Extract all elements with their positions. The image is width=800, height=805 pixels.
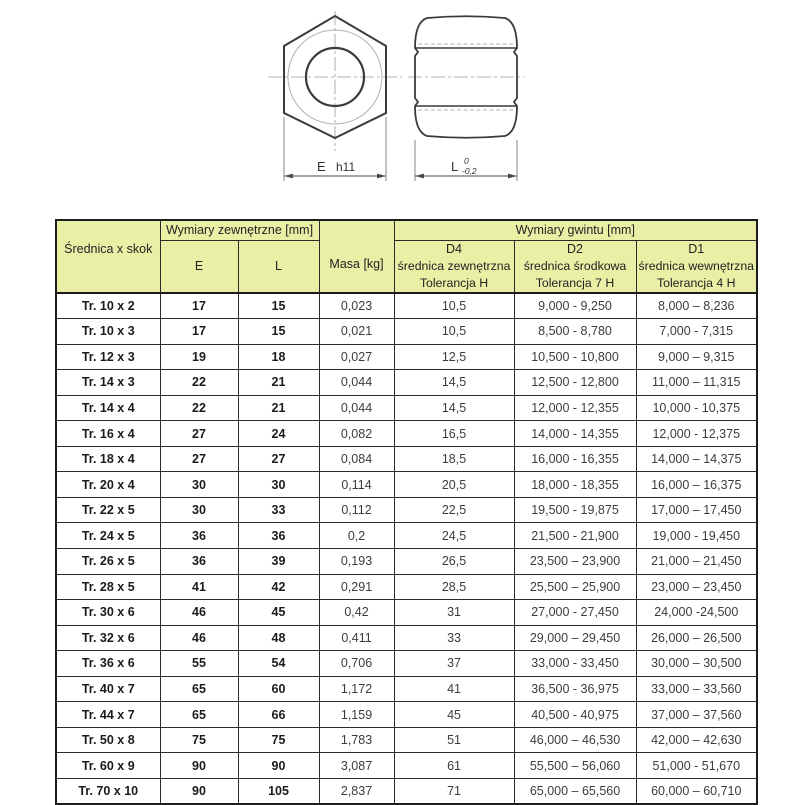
table-cell: Tr. 40 x 7: [56, 676, 160, 702]
table-cell: 40,500 - 40,975: [514, 702, 636, 728]
arrowhead-icon: [377, 174, 386, 179]
table-row: [56, 395, 757, 421]
table-cell: 33: [238, 497, 319, 523]
table-row: [56, 370, 757, 396]
dim-e-label: E: [317, 159, 326, 174]
table-cell: 12,000 - 12,355: [514, 395, 636, 421]
technical-drawing: [260, 5, 550, 205]
table-cell: 33: [394, 625, 514, 651]
table-cell: 45: [238, 600, 319, 626]
table-cell: 36,500 - 36,975: [514, 676, 636, 702]
table-cell: Tr. 22 x 5: [56, 497, 160, 523]
table-cell: 22: [160, 370, 238, 396]
table-cell: Tr. 10 x 3: [56, 319, 160, 345]
table-cell: Tr. 10 x 2: [56, 293, 160, 319]
table-row: [56, 446, 757, 472]
table-cell: 90: [160, 753, 238, 779]
table-row: [56, 651, 757, 677]
table-cell: 45: [394, 702, 514, 728]
table-cell: 0,082: [319, 421, 394, 447]
table-cell: 0,044: [319, 395, 394, 421]
table-cell: 1,172: [319, 676, 394, 702]
table-cell: 55,500 – 56,060: [514, 753, 636, 779]
table-cell: 21,500 - 21,900: [514, 523, 636, 549]
table-cell: 105: [238, 778, 319, 804]
header-group-thread-dims: Wymiary gwintu [mm]: [394, 220, 757, 240]
table-cell: 30: [160, 472, 238, 498]
table-cell: 30,000 – 30,500: [636, 651, 757, 677]
table-cell: 75: [238, 727, 319, 753]
table-cell: Tr. 30 x 6: [56, 600, 160, 626]
table-cell: Tr. 28 x 5: [56, 574, 160, 600]
table-cell: 0,084: [319, 446, 394, 472]
table-cell: 8,000 – 8,236: [636, 293, 757, 319]
table-row: [56, 319, 757, 345]
header-col-d2: [514, 240, 636, 293]
table-cell: 60,000 – 60,710: [636, 778, 757, 804]
table-cell: 15: [238, 293, 319, 319]
table-cell: 37,000 – 37,560: [636, 702, 757, 728]
arrowhead-icon: [415, 174, 424, 179]
table-cell: 0,023: [319, 293, 394, 319]
table-cell: 42: [238, 574, 319, 600]
table-cell: Tr. 26 x 5: [56, 548, 160, 574]
table-cell: 46: [160, 625, 238, 651]
table-cell: 0,291: [319, 574, 394, 600]
table-cell: 27: [160, 446, 238, 472]
table-cell: 22,5: [394, 497, 514, 523]
table-cell: 65: [160, 676, 238, 702]
dim-l-tol-upper: 0: [464, 156, 469, 166]
d2-code: D2: [567, 241, 583, 256]
table-cell: 0,044: [319, 370, 394, 396]
d4-code: D4: [446, 241, 462, 256]
table-cell: 46,000 – 46,530: [514, 727, 636, 753]
table-cell: 22: [160, 395, 238, 421]
front-view-drawing: [268, 11, 402, 181]
table-cell: Tr. 12 x 3: [56, 344, 160, 370]
table-cell: 14,5: [394, 395, 514, 421]
table-cell: 46: [160, 600, 238, 626]
arrowhead-icon: [508, 174, 517, 179]
arrowhead-icon: [284, 174, 293, 179]
table-row: [56, 421, 757, 447]
table-cell: 0,193: [319, 548, 394, 574]
table-cell: Tr. 32 x 6: [56, 625, 160, 651]
table-cell: 14,5: [394, 370, 514, 396]
dim-l-tol-lower: -0,2: [462, 166, 477, 176]
table-cell: 15: [238, 319, 319, 345]
table-row: [56, 293, 757, 319]
table-cell: 8,500 - 8,780: [514, 319, 636, 345]
table-row: [56, 523, 757, 549]
table-cell: Tr. 50 x 8: [56, 727, 160, 753]
table-cell: 31: [394, 600, 514, 626]
table-cell: 10,000 - 10,375: [636, 395, 757, 421]
table-row: [56, 497, 757, 523]
table-cell: 23,500 – 23,900: [514, 548, 636, 574]
table-cell: 27: [238, 446, 319, 472]
table-cell: Tr. 36 x 6: [56, 651, 160, 677]
table-cell: 39: [238, 548, 319, 574]
header-col-d1: [636, 240, 757, 293]
table-cell: 42,000 – 42,630: [636, 727, 757, 753]
table-cell: 33,000 - 33,450: [514, 651, 636, 677]
table-row: [56, 625, 757, 651]
table-cell: 12,5: [394, 344, 514, 370]
header-col-l: L: [238, 240, 319, 293]
table-cell: Tr. 24 x 5: [56, 523, 160, 549]
d1-code: D1: [688, 241, 705, 256]
table-cell: 9,000 - 9,250: [514, 293, 636, 319]
table-cell: 55: [160, 651, 238, 677]
table-cell: 71: [394, 778, 514, 804]
table-cell: 26,5: [394, 548, 514, 574]
table-cell: 14,000 - 14,355: [514, 421, 636, 447]
table-cell: 16,000 – 16,375: [636, 472, 757, 498]
table-cell: 3,087: [319, 753, 394, 779]
table-row: [56, 600, 757, 626]
table-cell: 12,000 - 12,375: [636, 421, 757, 447]
table-cell: 30: [238, 472, 319, 498]
table-cell: 19,500 - 19,875: [514, 497, 636, 523]
side-view-drawing: [408, 16, 524, 181]
table-cell: 25,500 – 25,900: [514, 574, 636, 600]
table-cell: 11,000 – 11,315: [636, 370, 757, 396]
table-cell: 51,000 - 51,670: [636, 753, 757, 779]
table-cell: 21: [238, 395, 319, 421]
table-cell: 24,000 -24,500: [636, 600, 757, 626]
table-row: [56, 472, 757, 498]
table-cell: 23,000 – 23,450: [636, 574, 757, 600]
table-row: [56, 548, 757, 574]
table-cell: 0,2: [319, 523, 394, 549]
table-cell: 60: [238, 676, 319, 702]
dim-e-tolerance: h11: [336, 160, 356, 174]
table-cell: 18: [238, 344, 319, 370]
table-cell: 48: [238, 625, 319, 651]
table-row: [56, 702, 757, 728]
table-cell: 0,42: [319, 600, 394, 626]
table-cell: 36: [238, 523, 319, 549]
header-mass: Masa [kg]: [319, 220, 394, 293]
table-row: [56, 676, 757, 702]
table-cell: Tr. 18 x 4: [56, 446, 160, 472]
spec-table: [55, 219, 758, 805]
table-cell: Tr. 14 x 3: [56, 370, 160, 396]
d2-description: średnica środkowa: [523, 258, 627, 273]
table-cell: 0,027: [319, 344, 394, 370]
d4-description: średnica zewnętrzna: [397, 258, 511, 273]
hex-nut-drawing: [260, 5, 550, 205]
table-cell: 17: [160, 293, 238, 319]
table-cell: 0,114: [319, 472, 394, 498]
table-cell: Tr. 70 x 10: [56, 778, 160, 804]
table-cell: 24: [238, 421, 319, 447]
table-cell: 65,000 – 65,560: [514, 778, 636, 804]
table-cell: 26,000 – 26,500: [636, 625, 757, 651]
table-cell: Tr. 20 x 4: [56, 472, 160, 498]
table-cell: 51: [394, 727, 514, 753]
table-cell: 0,706: [319, 651, 394, 677]
table-cell: Tr. 60 x 9: [56, 753, 160, 779]
table-cell: 37: [394, 651, 514, 677]
dim-l-label: L: [451, 159, 459, 174]
header-col-d4: [394, 240, 514, 293]
table-row: [56, 574, 757, 600]
table-cell: 19: [160, 344, 238, 370]
d1-description: średnica wewnętrzna: [638, 258, 755, 273]
header-diameter: Średnica x skok: [56, 220, 160, 293]
table-row: [56, 344, 757, 370]
table-cell: 28,5: [394, 574, 514, 600]
table-cell: 18,5: [394, 446, 514, 472]
table-cell: 29,000 – 29,450: [514, 625, 636, 651]
table-cell: 19,000 - 19,450: [636, 523, 757, 549]
table-cell: 20,5: [394, 472, 514, 498]
table-cell: 17,000 – 17,450: [636, 497, 757, 523]
table-cell: 27: [160, 421, 238, 447]
table-cell: 66: [238, 702, 319, 728]
table-cell: 0,021: [319, 319, 394, 345]
table-cell: 0,112: [319, 497, 394, 523]
table-cell: 90: [160, 778, 238, 804]
table-cell: 10,500 - 10,800: [514, 344, 636, 370]
d1-tolerance: Tolerancja 4 H: [656, 275, 736, 290]
table-cell: 10,5: [394, 293, 514, 319]
d2-tolerance: Tolerancja 7 H: [535, 275, 615, 290]
table-cell: 90: [238, 753, 319, 779]
table-row: [56, 753, 757, 779]
table-cell: 41: [160, 574, 238, 600]
table-cell: 30: [160, 497, 238, 523]
header-col-e: E: [160, 240, 238, 293]
table-cell: 54: [238, 651, 319, 677]
table-row: [56, 727, 757, 753]
table-body: [56, 293, 757, 805]
table-cell: Tr. 44 x 7: [56, 702, 160, 728]
d4-tolerance: Tolerancja H: [419, 275, 489, 290]
table-cell: 21,000 – 21,450: [636, 548, 757, 574]
table-cell: Tr. 16 x 4: [56, 421, 160, 447]
table-cell: 41: [394, 676, 514, 702]
table-cell: 24,5: [394, 523, 514, 549]
table-cell: 33,000 – 33,560: [636, 676, 757, 702]
table-cell: 12,500 - 12,800: [514, 370, 636, 396]
table-row: [56, 778, 757, 804]
table-cell: 16,000 - 16,355: [514, 446, 636, 472]
table-cell: 75: [160, 727, 238, 753]
table-cell: 7,000 - 7,315: [636, 319, 757, 345]
table-header: [56, 220, 757, 293]
table-cell: 14,000 – 14,375: [636, 446, 757, 472]
table-cell: 17: [160, 319, 238, 345]
table-cell: 21: [238, 370, 319, 396]
table-cell: 9,000 – 9,315: [636, 344, 757, 370]
table-cell: 16,5: [394, 421, 514, 447]
table-cell: 1,159: [319, 702, 394, 728]
table-cell: 0,411: [319, 625, 394, 651]
table-cell: 27,000 - 27,450: [514, 600, 636, 626]
table-cell: Tr. 14 x 4: [56, 395, 160, 421]
table-cell: 36: [160, 523, 238, 549]
table-cell: 61: [394, 753, 514, 779]
table-cell: 18,000 - 18,355: [514, 472, 636, 498]
table-cell: 1,783: [319, 727, 394, 753]
table-cell: 65: [160, 702, 238, 728]
header-group-outer-dims: Wymiary zewnętrzne [mm]: [160, 220, 319, 240]
table-cell: 10,5: [394, 319, 514, 345]
table-cell: 36: [160, 548, 238, 574]
table-cell: 2,837: [319, 778, 394, 804]
